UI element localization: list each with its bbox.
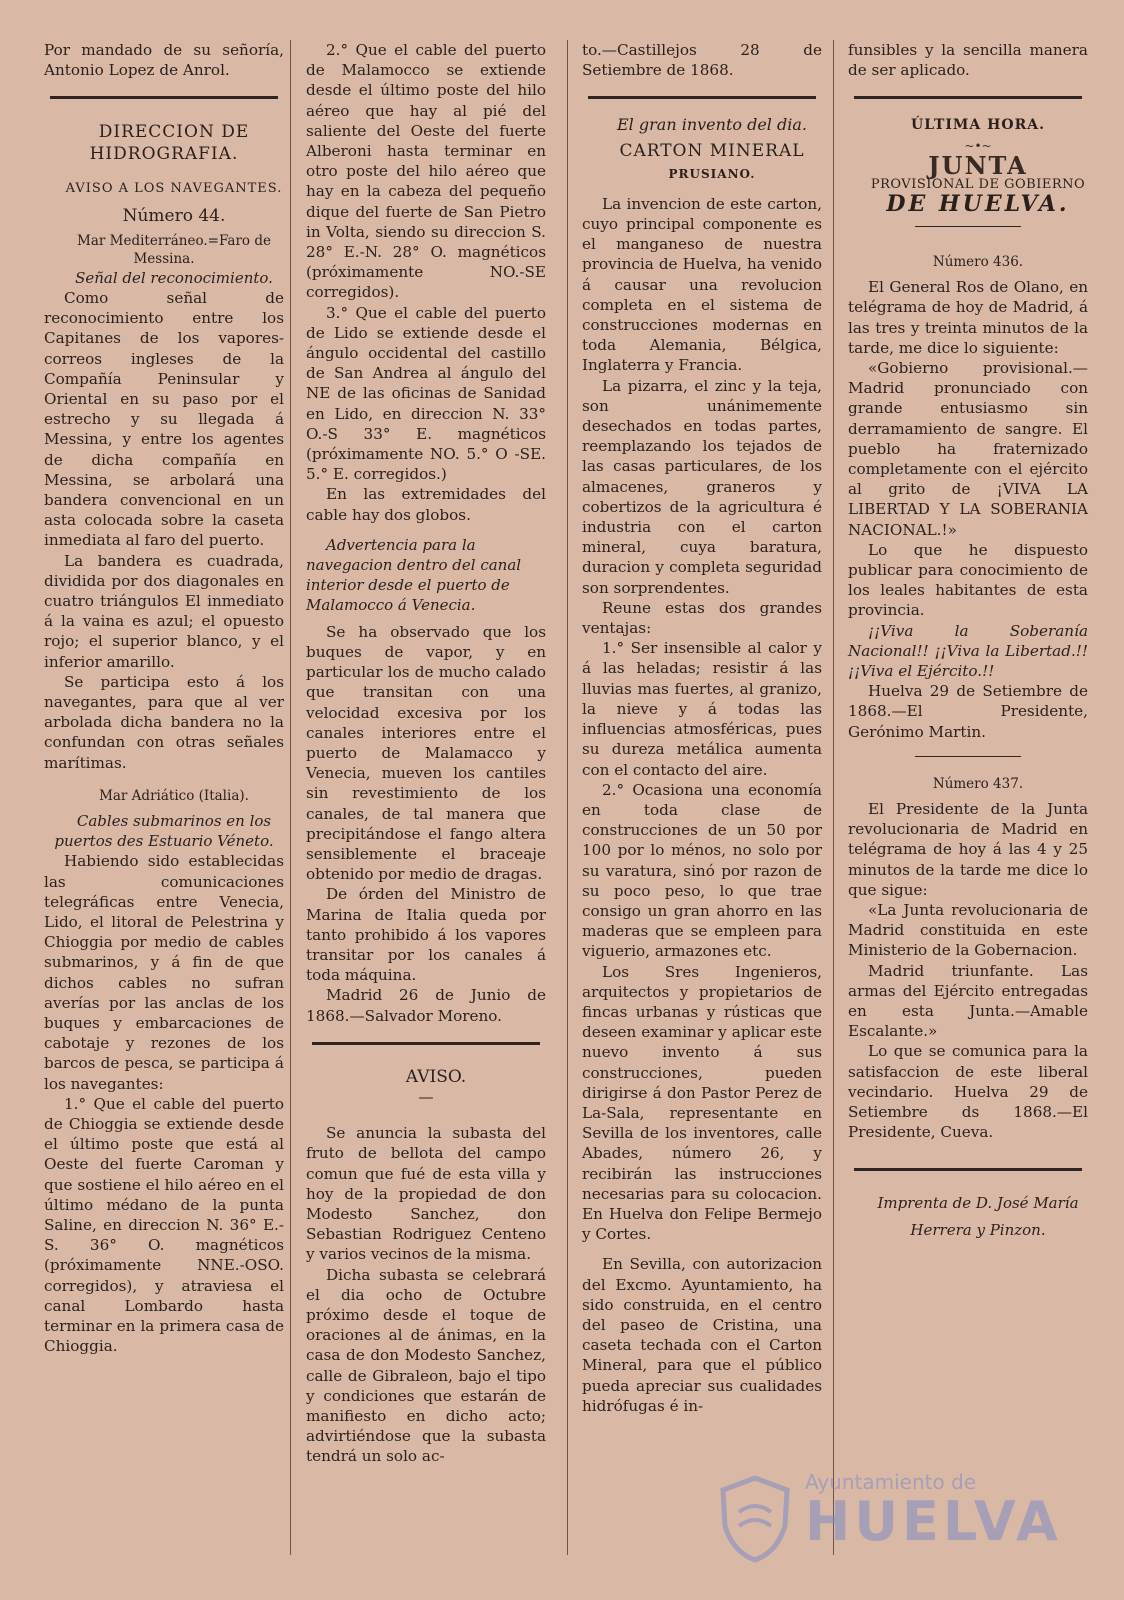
paragraph: Huelva 29 de Setiembre de 1868.—El Presidente, Gerónimo Martin.: [848, 682, 1088, 741]
section-divider: [312, 1042, 540, 1045]
column-rule: [567, 40, 568, 1555]
heading-gran-invento: El gran invento del dia.: [617, 115, 807, 135]
column-1: [44, 40, 284, 1356]
section-divider: [588, 96, 816, 99]
section-divider: [915, 756, 1021, 757]
paragraph: 1.° Ser insensible al calor y á las heladas; resistir á las lluvias mas fuertes, al granizo, la nieve y á todas las influencias atmosféricas, pues su dureza metálica aumenta con el contacto del aire.: [582, 639, 822, 779]
heading-advertencia: Advertencia para la navegacion dentro del canal interior desde el puerto de Malamocco á Venecia.: [306, 535, 522, 615]
heading-numero-437: Número 437.: [932, 775, 1024, 792]
column-rule: [290, 40, 291, 1555]
imprint-line-1: Imprenta de D. José María: [877, 1194, 1079, 1213]
heading-prusiano: PRUSIANO.: [668, 166, 756, 181]
paragraph: Reune estas dos grandes ventajas:: [582, 598, 822, 638]
column-rule: [833, 40, 834, 1555]
column-3: [582, 40, 822, 1416]
heading-cables-submarinos: Cables submarinos en los puertos des Estuario Véneto.: [54, 811, 274, 851]
paragraph: 1.° Que el cable del puerto de Chioggia se extiende desde el último poste que está al Oeste del fuerte Caroman y que sostiene el hilo aéreo en el último médano de la punta Saline, en direccion N. 36° E.-S. 36° O. magnéticos (próximamente NNE.-OSO. corregidos), y atraviesa el canal Lombardo hasta terminar en la primera casa de Chioggia.: [44, 1094, 284, 1356]
paragraph: Lo que he dispuesto publicar para conocimiento de los leales habitantes de esta provincia.: [848, 540, 1088, 620]
watermark: [715, 1470, 1062, 1570]
paragraph: funsibles y la sencilla manera de ser aplicado.: [848, 41, 1088, 80]
paragraph: «Gobierno provisional.—Madrid pronunciado con grande entusiasmo sin derramamiento de sangre. El pueblo ha fraternizado completamente con el ejército al grito de ¡VIVA LA LIBERTAD Y LA SOBERANIA NACIONAL.!»: [848, 359, 1088, 539]
watermark-main-text: HUELVA: [805, 1490, 1062, 1553]
paragraph: 2.° Ocasiona una economía en toda clase de construcciones de un 50 por 100 por lo ménos, no solo por su varatura, sinó por razon de su poco peso, lo que trae consigo un gran ahorro en las maderas que se empleen para viguerio, armazones etc.: [582, 780, 822, 961]
section-divider: [50, 96, 278, 99]
paragraph: El General Ros de Olano, en telégrama de hoy de Madrid, á las tres y treinta minutos de la tarde, me dice lo siguiente:: [848, 278, 1088, 357]
paragraph: Madrid triunfante. Las armas del Ejército entregadas en esta Junta.—Amable Escalante.»: [848, 961, 1088, 1041]
heading-hidrografia: DIRECCION DE HIDROGRAFIA.: [89, 122, 250, 165]
heading-aviso: AVISO.: [405, 1066, 467, 1087]
heading-mar-mediterraneo: Mar Mediterráneo.=Faro de Messina.: [77, 232, 271, 267]
signature-anrol: Por mandado de su señoría, Antonio Lopez de Anrol.: [44, 41, 284, 80]
heading-numero-44: Número 44.: [122, 205, 226, 226]
imprint-line-2: Herrera y Pinzon.: [910, 1220, 1046, 1239]
heading-de-huelva: DE HUELVA.: [886, 191, 1070, 218]
ornament-icon: ~•~: [964, 138, 992, 153]
paragraph: El Presidente de la Junta revolucionaria de Madrid en telégrama de hoy á las 4 y 25 minutos de la tarde me dice lo que sigue:: [848, 799, 1088, 899]
column-4: [848, 40, 1088, 1240]
heading-ultima-hora: ÚLTIMA HORA.: [911, 117, 1045, 134]
paragraph: Se participa esto á los navegantes, para que al ver arbolada dicha bandera no la confundan con otras señales marítimas.: [44, 672, 284, 772]
heading-provisional: PROVISIONAL DE GOBIERNO: [870, 177, 1086, 193]
paragraph: De órden del Ministro de Marina de Italia queda por tanto prohibido á los vapores transitar por los canales á toda máquina.: [306, 885, 546, 985]
heading-numero-436: Número 436.: [932, 254, 1024, 271]
paragraph: to.—Castillejos 28 de Setiembre de 1868.: [582, 41, 822, 80]
heading-aviso-navegantes: AVISO A LOS NAVEGANTES.: [65, 181, 283, 197]
paragraph: Lo que se comunica para la satisfaccion de este liberal vecindario. Huelva 29 de Setiembre ds 1868.—El Presidente, Cueva.: [848, 1042, 1088, 1142]
heading-mar-adriatico: Mar Adriático (Italia).: [99, 787, 249, 804]
paragraph: «La Junta revolucionaria de Madrid constituida en este Ministerio de la Gobernacion.: [848, 900, 1088, 960]
paragraph: ¡¡Viva la Soberanía Nacional!! ¡¡Viva la Libertad.!! ¡¡Viva el Ejército.!!: [848, 621, 1088, 681]
paragraph: Como señal de reconocimiento entre los Capitanes de los vapores-correos ingleses de la Compañía Peninsular y Oriental en su paso por el estrecho y su llegada á Messina, y entre los agentes de dicha compañía en Messina, se arbolará una bandera convencional en un asta colocada sobre la caseta inmediata al faro del puerto.: [44, 289, 284, 550]
shield-logo-icon: [715, 1474, 795, 1564]
heading-junta: JUNTA: [928, 150, 1028, 180]
heading-senal: Señal del reconocimiento.: [75, 268, 273, 287]
paragraph: La invencion de este carton, cuyo principal componente es el manganeso de nuestra provincia de Huelva, ha venido á causar una revolucion completa en el sistema de construcciones modernas en toda Alemania, Bélgica, Inglaterra y Francia.: [582, 194, 822, 375]
section-divider: [915, 226, 1021, 227]
paragraph: Los Sres Ingenieros, arquitectos y propietarios de fincas urbanas y rústicas que deseen examinar y aplicar este nuevo invento á sus construcciones, pueden dirigirse á don Pastor Perez de La-Sala, representante en Sevilla de los inventores, calle Abades, número 26, y recibirán las instrucciones necesarias para su colocacion. En Huelva don Felipe Bermejo y Cortes.: [582, 962, 822, 1244]
paragraph: Se anuncia la subasta del fruto de bellota del campo comun que fué de esta villa y hoy de la propiedad de don Modesto Sanchez, don Sebastian Rodriguez Centeno y varios vecinos de la misma.: [306, 1124, 546, 1264]
paragraph: Habiendo sido establecidas las comunicaciones telegráficas entre Venecia, Lido, el litoral de Pelestrina y Chioggia por medio de cables submarinos, y á fin de que dichos cables no sufran averías por las anclas de los buques y embarcaciones de cabotaje y rezones de los barcos de pesca, se participa á los navegantes:: [44, 852, 284, 1093]
heading-carton-mineral: CARTON MINERAL: [619, 140, 805, 161]
paragraph: 3.° Que el cable del puerto de Lido se extiende desde el ángulo occidental del castillo de San Andrea al ángulo del NE de las oficinas de Sanidad en Lido, en direccion N. 33° O.-S 33° E. magnéticos (próximamente NO. 5.° O -SE. 5.° E. corregidos.): [306, 303, 546, 484]
paragraph: La bandera es cuadrada, dividida por dos diagonales en cuatro triángulos El inmediato á la vaina es azul; el opuesto rojo; el superior blanco, y el inferior amarillo.: [44, 551, 284, 671]
paragraph: En Sevilla, con autorizacion del Excmo. Ayuntamiento, ha sido construida, en el centro del paseo de Cristina, una caseta techada con el Carton Mineral, para que el público pueda apreciar sus cualidades hidrófugas é in-: [582, 1255, 822, 1415]
paragraph: En las extremidades del cable hay dos globos.: [306, 485, 546, 524]
section-divider: [854, 96, 1082, 99]
section-divider: [854, 1168, 1082, 1171]
paragraph: La pizarra, el zinc y la teja, son unánimemente desechados en todas partes, reemplazando los tejados de las casas particulares, de los almacenes, graneros y cobertizos de la agricultura é industria con el carton mineral, cuya baratura, duracion y completa seguridad son sorprendentes.: [582, 376, 822, 597]
dash-ornament: —: [418, 1087, 434, 1106]
watermark-top-text: Ayuntamiento de: [805, 1470, 977, 1494]
paragraph: Dicha subasta se celebrará el dia ocho de Octubre próximo desde el toque de oraciones al de ánimas, en la casa de don Modesto Sanchez, calle de Gibraleon, bajo el tipo y condiciones que estarán de manifiesto en dicho acto; advirtiéndose que la subasta tendrá un solo ac-: [306, 1265, 546, 1466]
column-2: [306, 40, 546, 1467]
paragraph: 2.° Que el cable del puerto de Malamocco se extiende desde el último poste del hilo aéreo que hay al pié del saliente del Oeste del fuerte Alberoni hasta terminar en otro poste del hilo aéreo que hay en la cabeza del pequeño dique del fuerte de San Pietro in Volta, siendo su direccion S. 28° E.-N. 28° O. magnéticos (próximamente NO.-SE corregidos).: [306, 41, 546, 302]
paragraph: Madrid 26 de Junio de 1868.—Salvador Moreno.: [306, 986, 546, 1025]
paragraph: Se ha observado que los buques de vapor, y en particular los de mucho calado que transitan con una velocidad excesiva por los canales interiores entre el puerto de Malamacco y Venecia, mueven los cantiles sin revestimiento de los canales, de tal manera que precipitándose el fango altera sensiblemente el braceaje obtenido por medio de dragas.: [306, 622, 546, 884]
